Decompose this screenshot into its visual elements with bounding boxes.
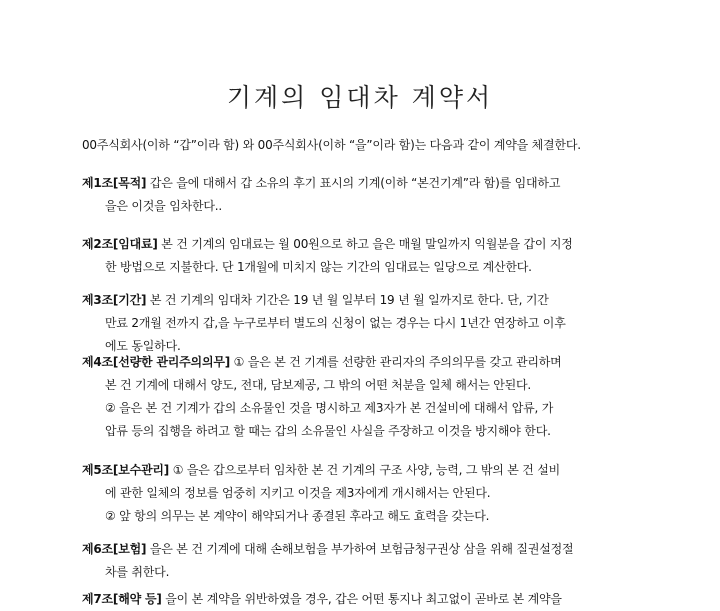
article-text: 갑은 을에 대해서 갑 소유의 후기 표시의 기계(이하 “본건기계”라 함)를 임대하고 (146, 176, 561, 190)
article-line: 에 관한 일체의 정보를 엄중히 지키고 이것을 제3자에게 개시해서는 안된다. (105, 486, 491, 500)
article-text: 을은 본 건 기계에 대해 손해보험을 부가하여 보험금청구권상 삼을 위해 질권설정절 (146, 542, 574, 556)
article-text: 을이 본 계약을 위반하였을 경우, 갑은 어떤 통지나 최고없이 곧바로 본 계약을 (161, 592, 562, 606)
article-heading: 제2조[임대료] (82, 237, 158, 251)
article-3 (82, 289, 662, 358)
article-text: 본 건 기계의 임대료는 월 00원으로 하고 을은 매월 말일까지 익월분을 갑이 지정 (157, 237, 573, 251)
article-1 (82, 172, 662, 218)
article-heading: 제6조[보험] (82, 542, 147, 556)
article-line (82, 289, 662, 312)
article-line: ② 을은 본 건 기계가 갑의 소유물인 것을 명시하고 제3자가 본 건설비에 대해서 압류, 가 (105, 401, 554, 415)
article-text: ① 을은 갑으로부터 임차한 본 건 기계의 구조 사양, 능력, 그 밖의 본 건 설비 (169, 463, 561, 477)
article-6 (82, 538, 662, 584)
article-line: 에도 동일하다. (105, 339, 181, 353)
article-line (82, 233, 662, 256)
article-2 (82, 233, 662, 279)
article-5 (82, 459, 662, 528)
article-line (82, 459, 662, 482)
article-line: 한 방법으로 지불한다. 단 1개월에 미치지 않는 기간의 임대료는 일당으로 계산한다. (105, 260, 532, 274)
article-4 (82, 351, 662, 443)
article-line (82, 172, 662, 195)
article-line: 을은 이것을 임차한다.. (105, 199, 222, 213)
intro-paragraph: 00주식회사(이하 “갑”이라 함) 와 00주식회사(이하 “을”이라 함)는 다음과 같이 계약을 체결한다. (82, 138, 581, 152)
article-heading: 제4조[선량한 관리주의의무] (82, 355, 231, 369)
article-text: 본 건 기계의 임대차 기간은 19 년 월 일부터 19 년 월 일까지로 한다. 단, 기간 (146, 293, 549, 307)
article-heading: 제7조[해약 등] (82, 592, 162, 606)
article-line (82, 538, 662, 561)
article-heading: 제1조[목적] (82, 176, 147, 190)
document-title: 기계의 임대차 계약서 (226, 83, 494, 112)
article-line: 차를 취한다. (105, 565, 170, 579)
article-line (82, 351, 662, 374)
article-line: 압류 등의 집행을 하려고 할 때는 갑의 소유물인 사실을 주장하고 이것을 방지해야 한다. (105, 424, 551, 438)
article-text: ① 을은 본 건 기계를 선량한 관리자의 주의의무를 갖고 관리하며 (230, 355, 562, 369)
article-line: ② 앞 항의 의무는 본 계약이 해약되거나 종결된 후라고 해도 효력을 갖는다. (105, 509, 490, 523)
article-heading: 제5조[보수관리] (82, 463, 170, 477)
article-line: 만료 2개월 전까지 갑,을 누구로부터 별도의 신청이 없는 경우는 다시 1년간 연장하고 이후 (105, 316, 566, 330)
article-heading: 제3조[기간] (82, 293, 147, 307)
article-line: 본 건 기계에 대해서 양도, 전대, 담보제공, 그 밖의 어떤 처분을 일체 해서는 안된다. (105, 378, 531, 392)
